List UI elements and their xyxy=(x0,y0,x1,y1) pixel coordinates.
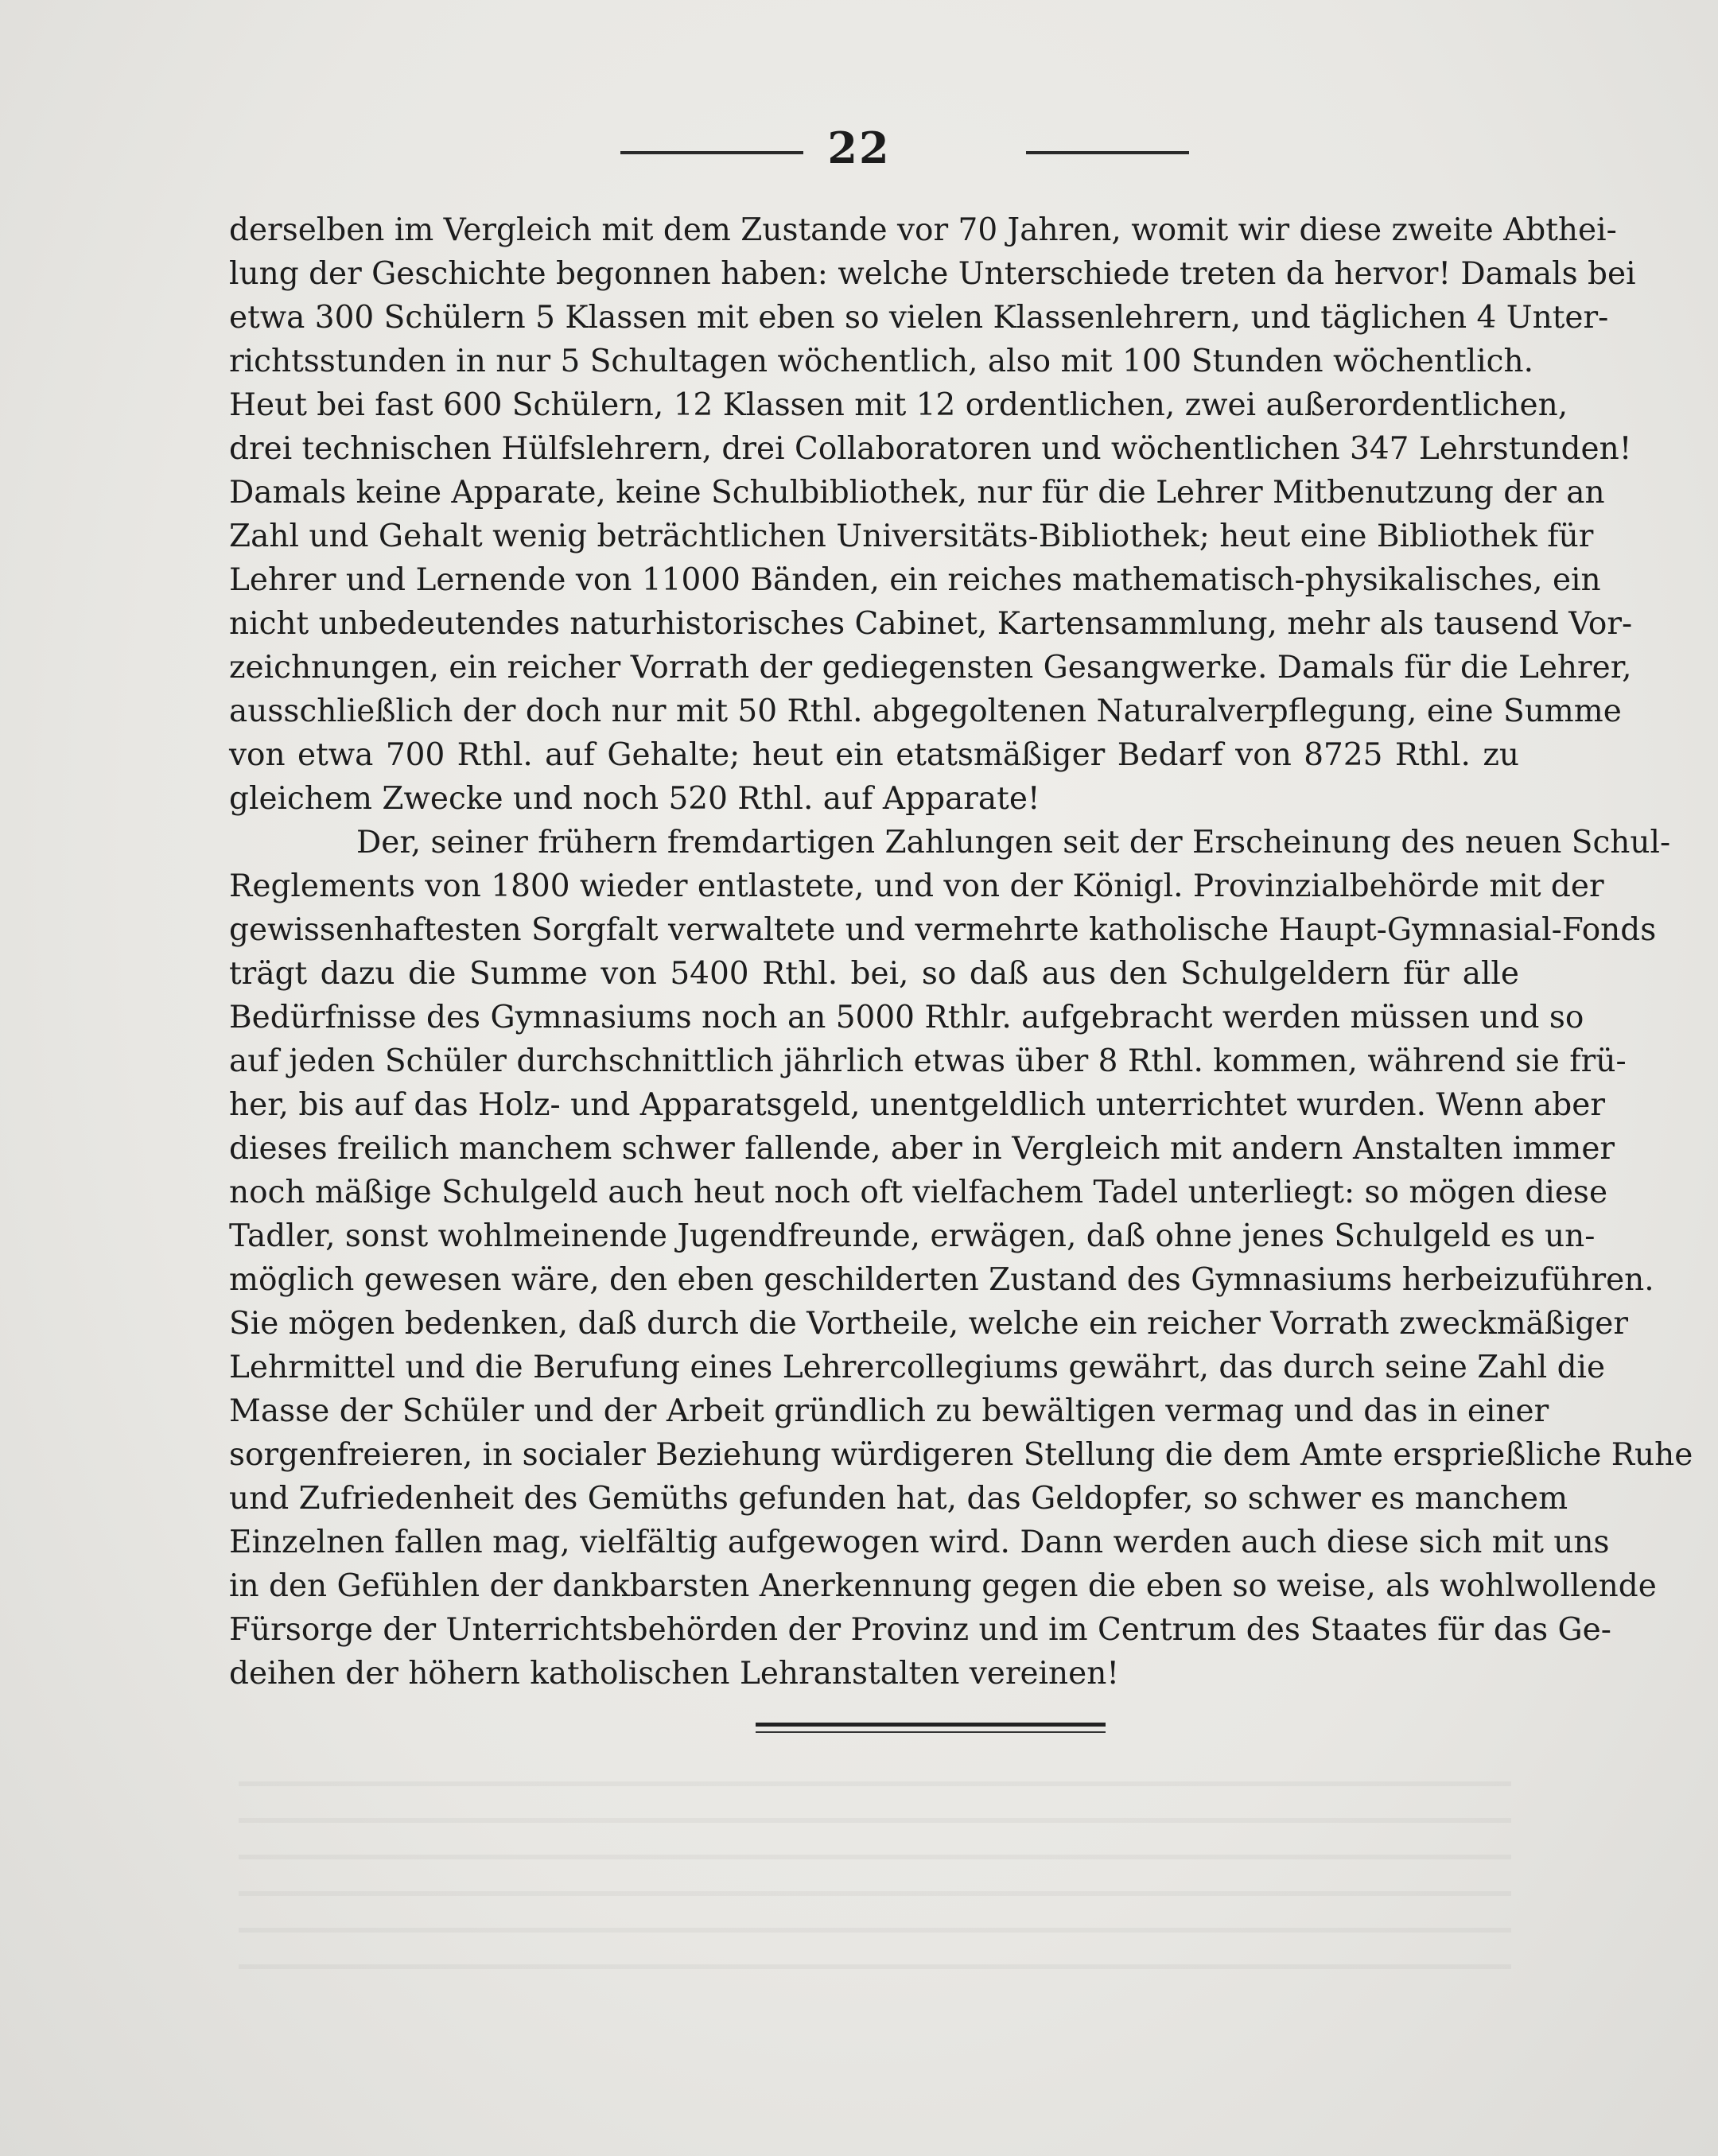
text-line: Der, seiner frühern fremdartigen Zahlungen seit der Erscheinung des neuen Schul- xyxy=(356,825,1671,860)
text-line: deihen der höhern katholischen Lehranstalten vereinen! xyxy=(229,1656,1120,1692)
text-line: Lehrer und Lernende von 11000 Bänden, ein reiches mathematisch-physikalisches, ein xyxy=(229,562,1601,598)
section-end-rule xyxy=(756,1723,1106,1733)
text-line: etwa 300 Schülern 5 Klassen mit eben so vielen Klassenlehrern, und täglichen 4 Unter- xyxy=(229,300,1609,336)
text-line: Lehrmittel und die Berufung eines Lehrercollegiums gewährt, das durch seine Zahl die xyxy=(229,1350,1606,1385)
header-rule-right xyxy=(1026,151,1189,154)
text-line: her, bis auf das Holz- und Apparatsgeld, unentgeldlich unterrichtet wurden. Wenn aber xyxy=(229,1087,1605,1123)
text-line: derselben im Vergleich mit dem Zustande vor 70 Jahren, womit wir diese zweite Abthei- xyxy=(229,212,1617,248)
text-line: Heut bei fast 600 Schülern, 12 Klassen mit 12 ordentlichen, zwei außerordentlichen, xyxy=(229,387,1568,423)
text-line: dieses freilich manchem schwer fallende, aber in Vergleich mit andern Anstalten immer xyxy=(229,1131,1615,1167)
text-line: noch mäßige Schulgeld auch heut noch oft vielfachem Tadel unterliegt: so mögen diese xyxy=(229,1175,1608,1210)
text-line: gewissenhaftesten Sorgfalt verwaltete und vermehrte katholische Haupt-Gymnasial-Fonds xyxy=(229,912,1657,948)
text-line: möglich gewesen wäre, den eben geschilderten Zustand des Gymnasiums herbeizuführen. xyxy=(229,1262,1654,1298)
text-line: richtsstunden in nur 5 Schultagen wöchentlich, also mit 100 Stunden wöchentlich. xyxy=(229,344,1534,379)
header-rule-left xyxy=(620,151,803,154)
text-line: Einzelnen fallen mag, vielfältig aufgewogen wird. Dann werden auch diese sich mit uns xyxy=(229,1525,1610,1560)
body-text xyxy=(229,208,1693,1696)
text-line: ausschließlich der doch nur mit 50 Rthl. abgegoltenen Naturalverpflegung, eine Summe xyxy=(229,693,1622,729)
text-line: in den Gefühlen der dankbarsten Anerkennung gegen die eben so weise, als wohlwollende xyxy=(229,1568,1657,1604)
end-rule-thick xyxy=(756,1723,1106,1727)
text-line: zeichnungen, ein reicher Vorrath der gediegensten Gesangwerke. Damals für die Lehrer, xyxy=(229,650,1632,686)
text-line: auf jeden Schüler durchschnittlich jährlich etwas über 8 Rthl. kommen, während sie frü- xyxy=(229,1043,1627,1079)
end-rule-thin xyxy=(756,1731,1106,1733)
show-through-texture xyxy=(239,1750,1511,1988)
text-line: Tadler, sonst wohlmeinende Jugendfreunde, erwägen, daß ohne jenes Schulgeld es un- xyxy=(229,1218,1596,1254)
text-line: Reglements von 1800 wieder entlastete, und von der Königl. Provinzialbehörde mit der xyxy=(229,868,1604,904)
page-number: 22 xyxy=(827,122,891,173)
text-line: trägt dazu die Summe von 5400 Rthl. bei, so daß aus den Schulgeldern für alle xyxy=(229,956,1519,992)
text-line: Sie mögen bedenken, daß durch die Vortheile, welche ein reicher Vorrath zweckmäßiger xyxy=(229,1306,1629,1342)
text-line: Damals keine Apparate, keine Schulbibliothek, nur für die Lehrer Mitbenutzung der an xyxy=(229,475,1605,511)
text-line: Fürsorge der Unterrichtsbehörden der Provinz und im Centrum des Staates für das Ge- xyxy=(229,1612,1611,1648)
page-header xyxy=(0,119,1718,183)
text-line: lung der Geschichte begonnen haben: welche Unterschiede treten da hervor! Damals bei xyxy=(229,256,1636,292)
text-line: gleichem Zwecke und noch 520 Rthl. auf Apparate! xyxy=(229,781,1040,817)
text-line: und Zufriedenheit des Gemüths gefunden hat, das Geldopfer, so schwer es manchem xyxy=(229,1481,1568,1517)
text-line: nicht unbedeutendes naturhistorisches Cabinet, Kartensammlung, mehr als tausend Vor- xyxy=(229,606,1633,642)
text-line: sorgenfreieren, in socialer Beziehung würdigeren Stellung die dem Amte ersprießliche Ruhe xyxy=(229,1437,1693,1473)
text-line: Masse der Schüler und der Arbeit gründlich zu bewältigen vermag und das in einer xyxy=(229,1393,1549,1429)
paragraph-2 xyxy=(229,821,1693,1696)
text-line: von etwa 700 Rthl. auf Gehalte; heut ein etatsmäßiger Bedarf von 8725 Rthl. zu xyxy=(229,737,1519,773)
paragraph-1 xyxy=(229,208,1636,821)
text-line: drei technischen Hülfslehrern, drei Collaboratoren und wöchentlichen 347 Lehrstunden! xyxy=(229,431,1632,467)
text-line: Zahl und Gehalt wenig beträchtlichen Universitäts-Bibliothek; heut eine Bibliothek für xyxy=(229,519,1594,554)
text-line: Bedürfnisse des Gymnasiums noch an 5000 Rthlr. aufgebracht werden müssen und so xyxy=(229,1000,1584,1035)
